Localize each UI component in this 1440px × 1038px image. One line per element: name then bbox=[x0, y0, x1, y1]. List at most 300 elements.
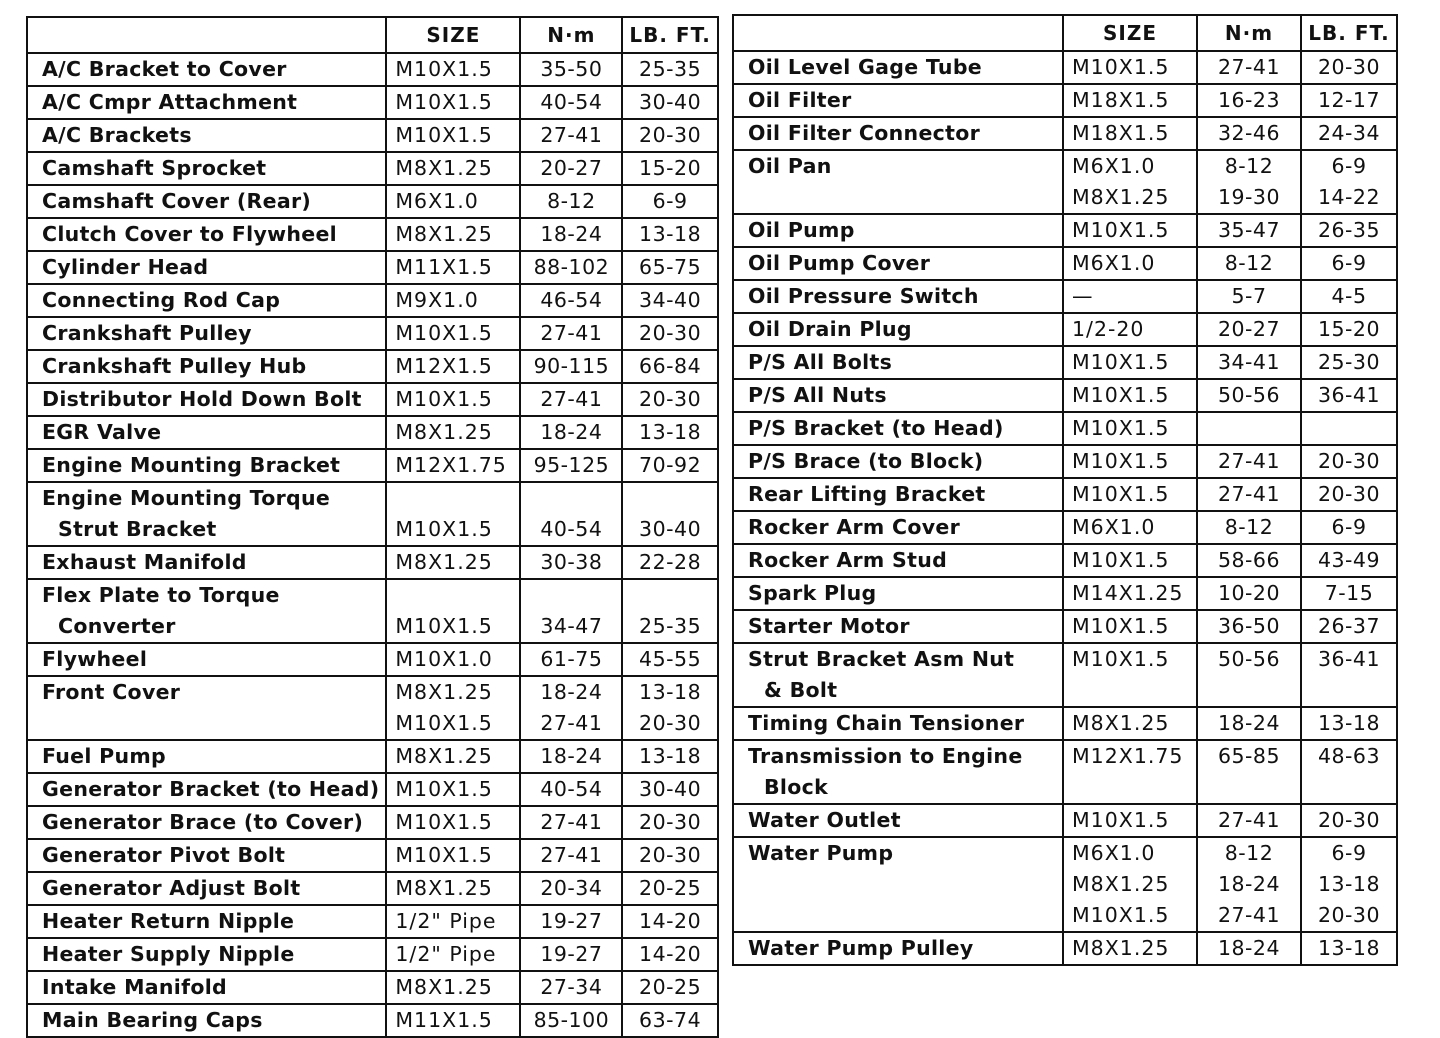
nm-cell: 27-41 bbox=[1197, 804, 1301, 837]
lbft-cell: 43-49 bbox=[1301, 544, 1397, 577]
size-cell: M8X1.25 bbox=[1063, 869, 1197, 900]
size-cell: M6X1.0 bbox=[1063, 247, 1197, 280]
table-row bbox=[733, 51, 1397, 84]
lbft-cell: 13-18 bbox=[622, 676, 717, 708]
component-cell: Crankshaft Pulley Hub bbox=[27, 350, 386, 383]
size-cell: M12X1.5 bbox=[386, 350, 520, 383]
size-cell bbox=[1063, 772, 1197, 804]
nm-cell: 88-102 bbox=[520, 251, 622, 284]
nm-cell: 18-24 bbox=[1197, 869, 1301, 900]
table-row bbox=[27, 643, 718, 676]
size-cell: M12X1.75 bbox=[386, 449, 520, 482]
nm-cell: 27-41 bbox=[1197, 900, 1301, 932]
lbft-cell: 20-30 bbox=[1301, 804, 1397, 837]
component-cell: Starter Motor bbox=[733, 610, 1063, 643]
nm-cell: 8-12 bbox=[1197, 247, 1301, 280]
size-cell bbox=[1063, 675, 1197, 707]
table-row bbox=[27, 676, 718, 708]
nm-cell bbox=[1197, 412, 1301, 445]
lbft-cell: 6-9 bbox=[1301, 837, 1397, 869]
nm-cell: 90-115 bbox=[520, 350, 622, 383]
table-row bbox=[27, 872, 718, 905]
nm-cell: 19-27 bbox=[520, 905, 622, 938]
table-row bbox=[27, 740, 718, 773]
lbft-cell: 20-30 bbox=[622, 806, 717, 839]
component-cell: Camshaft Cover (Rear) bbox=[27, 185, 386, 218]
table-row bbox=[733, 313, 1397, 346]
size-cell: M10X1.5 bbox=[1063, 412, 1197, 445]
table-row bbox=[27, 1004, 718, 1037]
component-cell: Rocker Arm Stud bbox=[733, 544, 1063, 577]
nm-cell: 95-125 bbox=[520, 449, 622, 482]
size-cell: M6X1.0 bbox=[1063, 150, 1197, 182]
size-cell: M6X1.0 bbox=[1063, 511, 1197, 544]
component-cell: Intake Manifold bbox=[27, 971, 386, 1004]
component-cell: Camshaft Sprocket bbox=[27, 152, 386, 185]
size-cell: M10X1.5 bbox=[386, 806, 520, 839]
lbft-cell: 30-40 bbox=[622, 86, 717, 119]
lbft-cell: 26-35 bbox=[1301, 214, 1397, 247]
size-cell: M10X1.5 bbox=[386, 839, 520, 872]
torque-table-left bbox=[26, 16, 719, 1038]
lbft-cell: 30-40 bbox=[622, 773, 717, 806]
lbft-cell: 6-9 bbox=[622, 185, 717, 218]
size-cell: M8X1.25 bbox=[386, 152, 520, 185]
size-cell: M18X1.5 bbox=[1063, 84, 1197, 117]
table-row bbox=[733, 837, 1397, 869]
nm-cell: 19-27 bbox=[520, 938, 622, 971]
component-cell: Spark Plug bbox=[733, 577, 1063, 610]
nm-cell: 27-41 bbox=[520, 806, 622, 839]
component-cell: Exhaust Manifold bbox=[27, 546, 386, 579]
lbft-cell: 20-30 bbox=[622, 317, 717, 350]
lbft-cell: 6-9 bbox=[1301, 511, 1397, 544]
table-row bbox=[27, 546, 718, 579]
nm-cell: 27-41 bbox=[520, 317, 622, 350]
component-cell: Flex Plate to Torque bbox=[27, 579, 386, 611]
table-row bbox=[27, 284, 718, 317]
nm-cell: 46-54 bbox=[520, 284, 622, 317]
nm-cell: 30-38 bbox=[520, 546, 622, 579]
lbft-cell: 66-84 bbox=[622, 350, 717, 383]
size-cell: M10X1.5 bbox=[386, 708, 520, 740]
table-row bbox=[733, 117, 1397, 150]
table-row bbox=[27, 152, 718, 185]
table-row bbox=[733, 707, 1397, 740]
component-cell: Distributor Hold Down Bolt bbox=[27, 383, 386, 416]
component-cell: Generator Pivot Bolt bbox=[27, 839, 386, 872]
nm-cell: 8-12 bbox=[1197, 837, 1301, 869]
table-row bbox=[733, 643, 1397, 675]
size-cell: M10X1.5 bbox=[386, 86, 520, 119]
table-row bbox=[733, 804, 1397, 837]
nm-cell: 50-56 bbox=[1197, 643, 1301, 675]
lbft-cell bbox=[1301, 772, 1397, 804]
component-cell: Cylinder Head bbox=[27, 251, 386, 284]
lbft-cell: 13-18 bbox=[1301, 932, 1397, 965]
nm-cell: 85-100 bbox=[520, 1004, 622, 1037]
size-cell: M12X1.75 bbox=[1063, 740, 1197, 772]
nm-cell: 34-47 bbox=[520, 611, 622, 643]
table-row bbox=[27, 971, 718, 1004]
size-cell: M18X1.5 bbox=[1063, 117, 1197, 150]
component-cell: Generator Bracket (to Head) bbox=[27, 773, 386, 806]
size-cell: M10X1.5 bbox=[1063, 346, 1197, 379]
size-cell: M11X1.5 bbox=[386, 251, 520, 284]
header-component bbox=[733, 15, 1063, 51]
size-cell: M10X1.5 bbox=[1063, 610, 1197, 643]
lbft-cell: 20-30 bbox=[622, 119, 717, 152]
size-cell: M6X1.0 bbox=[386, 185, 520, 218]
table-row bbox=[733, 577, 1397, 610]
size-cell: M8X1.25 bbox=[1063, 707, 1197, 740]
nm-cell: 32-46 bbox=[1197, 117, 1301, 150]
header-lbft: LB. FT. bbox=[1301, 15, 1397, 51]
component-cell bbox=[733, 900, 1063, 932]
size-cell: M10X1.5 bbox=[386, 514, 520, 546]
nm-cell: 27-41 bbox=[520, 708, 622, 740]
table-row bbox=[733, 182, 1397, 214]
nm-cell bbox=[1197, 772, 1301, 804]
table-row bbox=[733, 445, 1397, 478]
size-cell: M8X1.25 bbox=[386, 546, 520, 579]
size-cell: M10X1.5 bbox=[1063, 379, 1197, 412]
lbft-cell: 15-20 bbox=[622, 152, 717, 185]
table-row bbox=[27, 317, 718, 350]
component-cell: Oil Filter Connector bbox=[733, 117, 1063, 150]
lbft-cell: 4-5 bbox=[1301, 280, 1397, 313]
lbft-cell: 36-41 bbox=[1301, 379, 1397, 412]
size-cell: 1/2" Pipe bbox=[386, 905, 520, 938]
nm-cell: 20-27 bbox=[520, 152, 622, 185]
size-cell: — bbox=[1063, 280, 1197, 313]
component-cell: Heater Supply Nipple bbox=[27, 938, 386, 971]
table-row bbox=[27, 514, 718, 546]
table-row bbox=[27, 611, 718, 643]
header-component bbox=[27, 17, 386, 53]
component-cell: A/C Bracket to Cover bbox=[27, 53, 386, 86]
component-cell: Engine Mounting Torque bbox=[27, 482, 386, 514]
lbft-cell: 13-18 bbox=[1301, 707, 1397, 740]
lbft-cell: 34-40 bbox=[622, 284, 717, 317]
component-cell: Timing Chain Tensioner bbox=[733, 707, 1063, 740]
nm-cell: 27-41 bbox=[1197, 445, 1301, 478]
table-row bbox=[27, 482, 718, 514]
table-row bbox=[27, 806, 718, 839]
lbft-cell: 14-20 bbox=[622, 938, 717, 971]
lbft-cell: 30-40 bbox=[622, 514, 717, 546]
nm-cell: 36-50 bbox=[1197, 610, 1301, 643]
component-cell: Oil Filter bbox=[733, 84, 1063, 117]
table-row bbox=[733, 412, 1397, 445]
component-cell: A/C Cmpr Attachment bbox=[27, 86, 386, 119]
component-cell: Generator Adjust Bolt bbox=[27, 872, 386, 905]
size-cell: M14X1.25 bbox=[1063, 577, 1197, 610]
component-cell: P/S Bracket (to Head) bbox=[733, 412, 1063, 445]
nm-cell: 18-24 bbox=[1197, 707, 1301, 740]
lbft-cell: 25-35 bbox=[622, 53, 717, 86]
size-cell: M10X1.5 bbox=[1063, 214, 1197, 247]
component-cell: A/C Brackets bbox=[27, 119, 386, 152]
header-nm: N·m bbox=[520, 17, 622, 53]
lbft-cell: 13-18 bbox=[622, 416, 717, 449]
lbft-cell: 20-30 bbox=[622, 839, 717, 872]
table-row bbox=[733, 511, 1397, 544]
component-cell: Clutch Cover to Flywheel bbox=[27, 218, 386, 251]
component-cell: Oil Drain Plug bbox=[733, 313, 1063, 346]
component-cell: Water Pump bbox=[733, 837, 1063, 869]
lbft-cell: 70-92 bbox=[622, 449, 717, 482]
nm-cell: 18-24 bbox=[520, 218, 622, 251]
component-cell bbox=[733, 869, 1063, 900]
header-row bbox=[27, 17, 718, 53]
lbft-cell: 63-74 bbox=[622, 1004, 717, 1037]
size-cell: M10X1.5 bbox=[1063, 643, 1197, 675]
component-cell: Block bbox=[733, 772, 1063, 804]
table-row bbox=[27, 938, 718, 971]
component-cell: Rear Lifting Bracket bbox=[733, 478, 1063, 511]
nm-cell: 65-85 bbox=[1197, 740, 1301, 772]
nm-cell: 50-56 bbox=[1197, 379, 1301, 412]
lbft-cell: 20-30 bbox=[1301, 51, 1397, 84]
nm-cell: 40-54 bbox=[520, 773, 622, 806]
component-cell: Converter bbox=[27, 611, 386, 643]
nm-cell: 16-23 bbox=[1197, 84, 1301, 117]
lbft-cell: 6-9 bbox=[1301, 247, 1397, 280]
size-cell: M6X1.0 bbox=[1063, 837, 1197, 869]
lbft-cell: 36-41 bbox=[1301, 643, 1397, 675]
lbft-cell: 7-15 bbox=[1301, 577, 1397, 610]
lbft-cell: 24-34 bbox=[1301, 117, 1397, 150]
table-row bbox=[27, 579, 718, 611]
torque-table-right bbox=[732, 14, 1398, 966]
nm-cell: 27-41 bbox=[1197, 478, 1301, 511]
size-cell: M8X1.25 bbox=[386, 676, 520, 708]
table-row bbox=[733, 84, 1397, 117]
table-row bbox=[27, 218, 718, 251]
component-cell: Connecting Rod Cap bbox=[27, 284, 386, 317]
component-cell: Transmission to Engine bbox=[733, 740, 1063, 772]
table-row bbox=[27, 185, 718, 218]
lbft-cell: 20-30 bbox=[622, 708, 717, 740]
lbft-cell: 14-20 bbox=[622, 905, 717, 938]
size-cell: M10X1.5 bbox=[386, 317, 520, 350]
table-row bbox=[27, 416, 718, 449]
nm-cell: 18-24 bbox=[520, 416, 622, 449]
table-row bbox=[733, 247, 1397, 280]
size-cell: M9X1.0 bbox=[386, 284, 520, 317]
nm-cell: 34-41 bbox=[1197, 346, 1301, 379]
table-row bbox=[733, 544, 1397, 577]
table-row bbox=[733, 869, 1397, 900]
component-cell: P/S Brace (to Block) bbox=[733, 445, 1063, 478]
nm-cell: 8-12 bbox=[520, 185, 622, 218]
component-cell: Heater Return Nipple bbox=[27, 905, 386, 938]
component-cell: Main Bearing Caps bbox=[27, 1004, 386, 1037]
lbft-cell: 45-55 bbox=[622, 643, 717, 676]
lbft-cell: 13-18 bbox=[1301, 869, 1397, 900]
table-row bbox=[27, 251, 718, 284]
header-nm: N·m bbox=[1197, 15, 1301, 51]
table-row bbox=[733, 214, 1397, 247]
nm-cell: 18-24 bbox=[520, 676, 622, 708]
header-size: SIZE bbox=[1063, 15, 1197, 51]
size-cell: M8X1.25 bbox=[1063, 932, 1197, 965]
lbft-cell: 13-18 bbox=[622, 740, 717, 773]
size-cell: M10X1.5 bbox=[1063, 445, 1197, 478]
lbft-cell bbox=[622, 482, 717, 514]
lbft-cell: 20-30 bbox=[1301, 478, 1397, 511]
table-row bbox=[27, 350, 718, 383]
component-cell: Crankshaft Pulley bbox=[27, 317, 386, 350]
nm-cell bbox=[520, 579, 622, 611]
size-cell bbox=[386, 579, 520, 611]
size-cell: M10X1.5 bbox=[1063, 544, 1197, 577]
nm-cell: 5-7 bbox=[1197, 280, 1301, 313]
size-cell: M8X1.25 bbox=[386, 416, 520, 449]
component-cell: Oil Pan bbox=[733, 150, 1063, 182]
lbft-cell bbox=[1301, 412, 1397, 445]
table-row bbox=[27, 708, 718, 740]
lbft-cell: 26-37 bbox=[1301, 610, 1397, 643]
table-row bbox=[733, 772, 1397, 804]
table-row bbox=[733, 675, 1397, 707]
component-cell: Water Outlet bbox=[733, 804, 1063, 837]
size-cell: 1/2" Pipe bbox=[386, 938, 520, 971]
lbft-cell: 25-30 bbox=[1301, 346, 1397, 379]
size-cell: M10X1.5 bbox=[1063, 804, 1197, 837]
table-row bbox=[733, 900, 1397, 932]
table-row bbox=[733, 280, 1397, 313]
lbft-cell: 14-22 bbox=[1301, 182, 1397, 214]
size-cell: M8X1.25 bbox=[1063, 182, 1197, 214]
size-cell: M10X1.5 bbox=[386, 119, 520, 152]
table-row bbox=[27, 449, 718, 482]
size-cell: M10X1.5 bbox=[1063, 900, 1197, 932]
component-cell: P/S All Bolts bbox=[733, 346, 1063, 379]
component-cell: Oil Pump bbox=[733, 214, 1063, 247]
table-row bbox=[27, 773, 718, 806]
lbft-cell: 13-18 bbox=[622, 218, 717, 251]
lbft-cell: 65-75 bbox=[622, 251, 717, 284]
table-row bbox=[733, 478, 1397, 511]
lbft-cell: 22-28 bbox=[622, 546, 717, 579]
size-cell: 1/2-20 bbox=[1063, 313, 1197, 346]
nm-cell: 8-12 bbox=[1197, 150, 1301, 182]
component-cell: Engine Mounting Bracket bbox=[27, 449, 386, 482]
lbft-cell: 12-17 bbox=[1301, 84, 1397, 117]
lbft-cell: 20-30 bbox=[622, 383, 717, 416]
component-cell: Rocker Arm Cover bbox=[733, 511, 1063, 544]
lbft-cell: 25-35 bbox=[622, 611, 717, 643]
nm-cell: 27-41 bbox=[520, 383, 622, 416]
header-row bbox=[733, 15, 1397, 51]
nm-cell: 61-75 bbox=[520, 643, 622, 676]
lbft-cell bbox=[1301, 675, 1397, 707]
table-row bbox=[27, 86, 718, 119]
nm-cell: 40-54 bbox=[520, 86, 622, 119]
nm-cell: 8-12 bbox=[1197, 511, 1301, 544]
lbft-cell: 6-9 bbox=[1301, 150, 1397, 182]
nm-cell: 27-34 bbox=[520, 971, 622, 1004]
nm-cell: 40-54 bbox=[520, 514, 622, 546]
nm-cell: 27-41 bbox=[520, 839, 622, 872]
nm-cell: 20-27 bbox=[1197, 313, 1301, 346]
size-cell: M8X1.25 bbox=[386, 740, 520, 773]
table-row bbox=[733, 740, 1397, 772]
lbft-cell: 20-25 bbox=[622, 872, 717, 905]
table-row bbox=[27, 905, 718, 938]
table-row bbox=[733, 932, 1397, 965]
nm-cell: 27-41 bbox=[520, 119, 622, 152]
nm-cell: 18-24 bbox=[1197, 932, 1301, 965]
component-cell: Flywheel bbox=[27, 643, 386, 676]
nm-cell bbox=[1197, 675, 1301, 707]
component-cell: P/S All Nuts bbox=[733, 379, 1063, 412]
table-row bbox=[27, 119, 718, 152]
nm-cell: 20-34 bbox=[520, 872, 622, 905]
size-cell: M11X1.5 bbox=[386, 1004, 520, 1037]
component-cell: Front Cover bbox=[27, 676, 386, 708]
size-cell: M10X1.0 bbox=[386, 643, 520, 676]
nm-cell: 58-66 bbox=[1197, 544, 1301, 577]
size-cell: M10X1.5 bbox=[386, 383, 520, 416]
component-cell: Generator Brace (to Cover) bbox=[27, 806, 386, 839]
nm-cell: 35-50 bbox=[520, 53, 622, 86]
header-lbft: LB. FT. bbox=[622, 17, 717, 53]
nm-cell: 18-24 bbox=[520, 740, 622, 773]
component-cell: Oil Pump Cover bbox=[733, 247, 1063, 280]
size-cell: M10X1.5 bbox=[1063, 51, 1197, 84]
component-cell: & Bolt bbox=[733, 675, 1063, 707]
component-cell: Water Pump Pulley bbox=[733, 932, 1063, 965]
component-cell: Oil Pressure Switch bbox=[733, 280, 1063, 313]
table-row bbox=[733, 346, 1397, 379]
size-cell: M8X1.25 bbox=[386, 872, 520, 905]
nm-cell: 10-20 bbox=[1197, 577, 1301, 610]
size-cell: M10X1.5 bbox=[1063, 478, 1197, 511]
size-cell: M8X1.25 bbox=[386, 971, 520, 1004]
component-cell bbox=[27, 708, 386, 740]
component-cell: Strut Bracket bbox=[27, 514, 386, 546]
component-cell bbox=[733, 182, 1063, 214]
table-row bbox=[733, 379, 1397, 412]
lbft-cell: 20-30 bbox=[1301, 900, 1397, 932]
header-size: SIZE bbox=[386, 17, 520, 53]
component-cell: Oil Level Gage Tube bbox=[733, 51, 1063, 84]
component-cell: Fuel Pump bbox=[27, 740, 386, 773]
size-cell: M10X1.5 bbox=[386, 773, 520, 806]
table-row bbox=[733, 150, 1397, 182]
table-row bbox=[733, 610, 1397, 643]
lbft-cell bbox=[622, 579, 717, 611]
nm-cell: 19-30 bbox=[1197, 182, 1301, 214]
nm-cell: 35-47 bbox=[1197, 214, 1301, 247]
component-cell: EGR Valve bbox=[27, 416, 386, 449]
table-row bbox=[27, 53, 718, 86]
size-cell: M10X1.5 bbox=[386, 53, 520, 86]
size-cell: M8X1.25 bbox=[386, 218, 520, 251]
table-row bbox=[27, 839, 718, 872]
lbft-cell: 20-25 bbox=[622, 971, 717, 1004]
lbft-cell: 20-30 bbox=[1301, 445, 1397, 478]
size-cell bbox=[386, 482, 520, 514]
lbft-cell: 48-63 bbox=[1301, 740, 1397, 772]
size-cell: M10X1.5 bbox=[386, 611, 520, 643]
lbft-cell: 15-20 bbox=[1301, 313, 1397, 346]
table-row bbox=[27, 383, 718, 416]
component-cell: Strut Bracket Asm Nut bbox=[733, 643, 1063, 675]
